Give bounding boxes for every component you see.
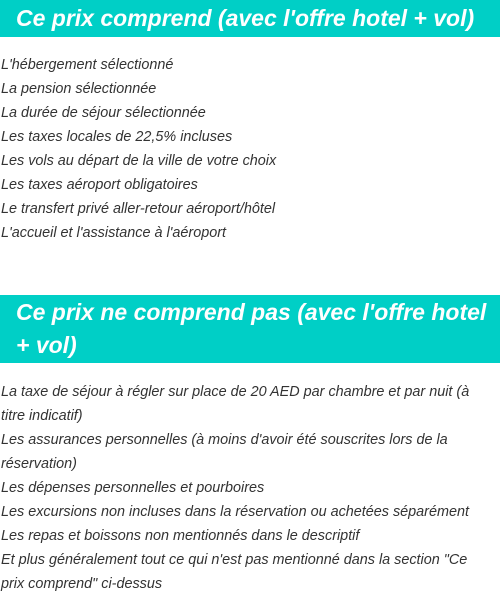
list-item: Les repas et boissons non mentionnés dans le descriptif — [1, 528, 360, 544]
list-item: Les vols au départ de la ville de votre choix — [1, 153, 277, 169]
included-items-list — [0, 53, 500, 245]
list-item: Et plus généralement tout ce qui n'est pas mentionné dans la section "Ce prix comprend" ci-dessus — [1, 552, 468, 592]
excluded-items-list — [0, 380, 500, 596]
excluded-section-title: Ce prix ne comprend pas (avec l'offre hotel + vol) — [0, 295, 500, 363]
list-item: Les assurances personnelles (à moins d'avoir été souscrites lors de la réservation) — [1, 432, 448, 472]
list-item: L'hébergement sélectionné — [1, 57, 174, 73]
list-item: La taxe de séjour à régler sur place de 20 AED par chambre et par nuit (à titre indicatif) — [1, 384, 470, 424]
list-item: L'accueil et l'assistance à l'aéroport — [1, 225, 227, 241]
list-item: Les taxes locales de 22,5% incluses — [1, 129, 233, 145]
list-item: Les excursions non incluses dans la réservation ou achetées séparément — [1, 504, 469, 520]
list-item: Les dépenses personnelles et pourboires — [1, 480, 265, 496]
list-item: Les taxes aéroport obligatoires — [1, 177, 198, 193]
included-section-title: Ce prix comprend (avec l'offre hotel + vol) — [0, 0, 500, 37]
list-item: La durée de séjour sélectionnée — [1, 105, 206, 121]
list-item: Le transfert privé aller-retour aéroport/hôtel — [1, 201, 276, 217]
list-item: La pension sélectionnée — [1, 81, 157, 97]
